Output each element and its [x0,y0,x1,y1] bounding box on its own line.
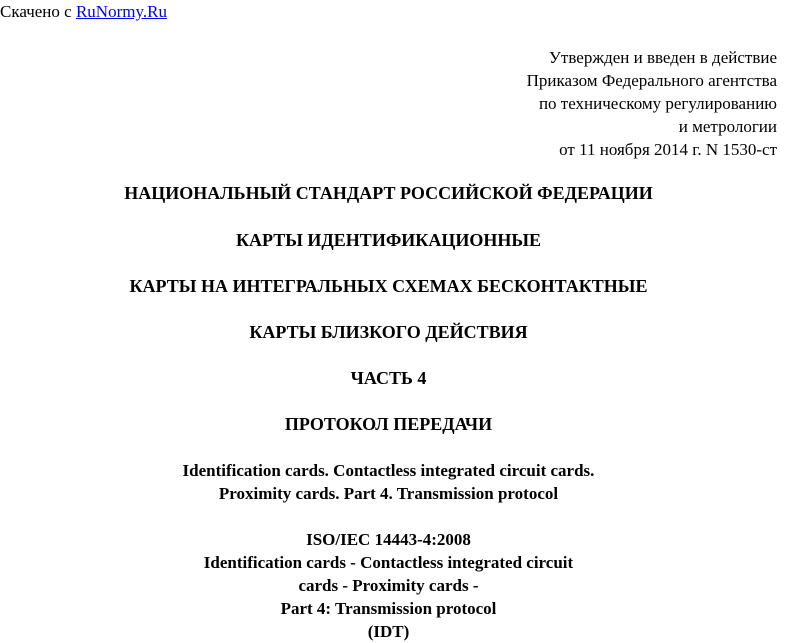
approval-block [357,46,777,161]
cards-ic-title: КАРТЫ НА ИНТЕГРАЛЬНЫХ СХЕМАХ БЕСКОНТАКТНЫЕ [129,276,648,296]
approval-line: по техническому регулированию [538,94,777,113]
iso-title-line: Identification cards - Contactless integrated circuit [203,553,574,572]
part-title: ЧАСТЬ 4 [350,368,427,388]
approval-line: от 11 ноября 2014 г. N 1530-ст [559,140,777,159]
iso-equivalence: (IDT) [367,622,410,641]
iso-designation: ISO/IEC 14443-4:2008 [306,530,471,549]
source-line [0,2,167,22]
english-title-line: Identification cards. Contactless integrated circuit cards. [182,461,595,480]
iso-reference [0,528,777,643]
approval-line: Приказом Федерального агентства [526,71,777,90]
iso-title-line: Part 4: Transmission protocol [280,599,497,618]
national-standard-title: НАЦИОНАЛЬНЫЙ СТАНДАРТ РОССИЙСКОЙ ФЕДЕРАЦИИ [124,183,653,203]
source-prefix: Скачено с [0,2,76,21]
iso-title-line: cards - Proximity cards - [298,576,479,595]
approval-line: и метрологии [678,117,777,136]
source-link[interactable]: RuNormy.Ru [75,2,167,21]
cards-proximity-title: КАРТЫ БЛИЗКОГО ДЕЙСТВИЯ [249,322,528,342]
protocol-title: ПРОТОКОЛ ПЕРЕДАЧИ [284,414,493,434]
english-title [0,459,777,505]
cards-id-title: КАРТЫ ИДЕНТИФИКАЦИОННЫЕ [235,230,542,250]
english-title-line: Proximity cards. Part 4. Transmission protocol [218,484,559,503]
approval-line: Утвержден и введен в действие [548,48,777,67]
